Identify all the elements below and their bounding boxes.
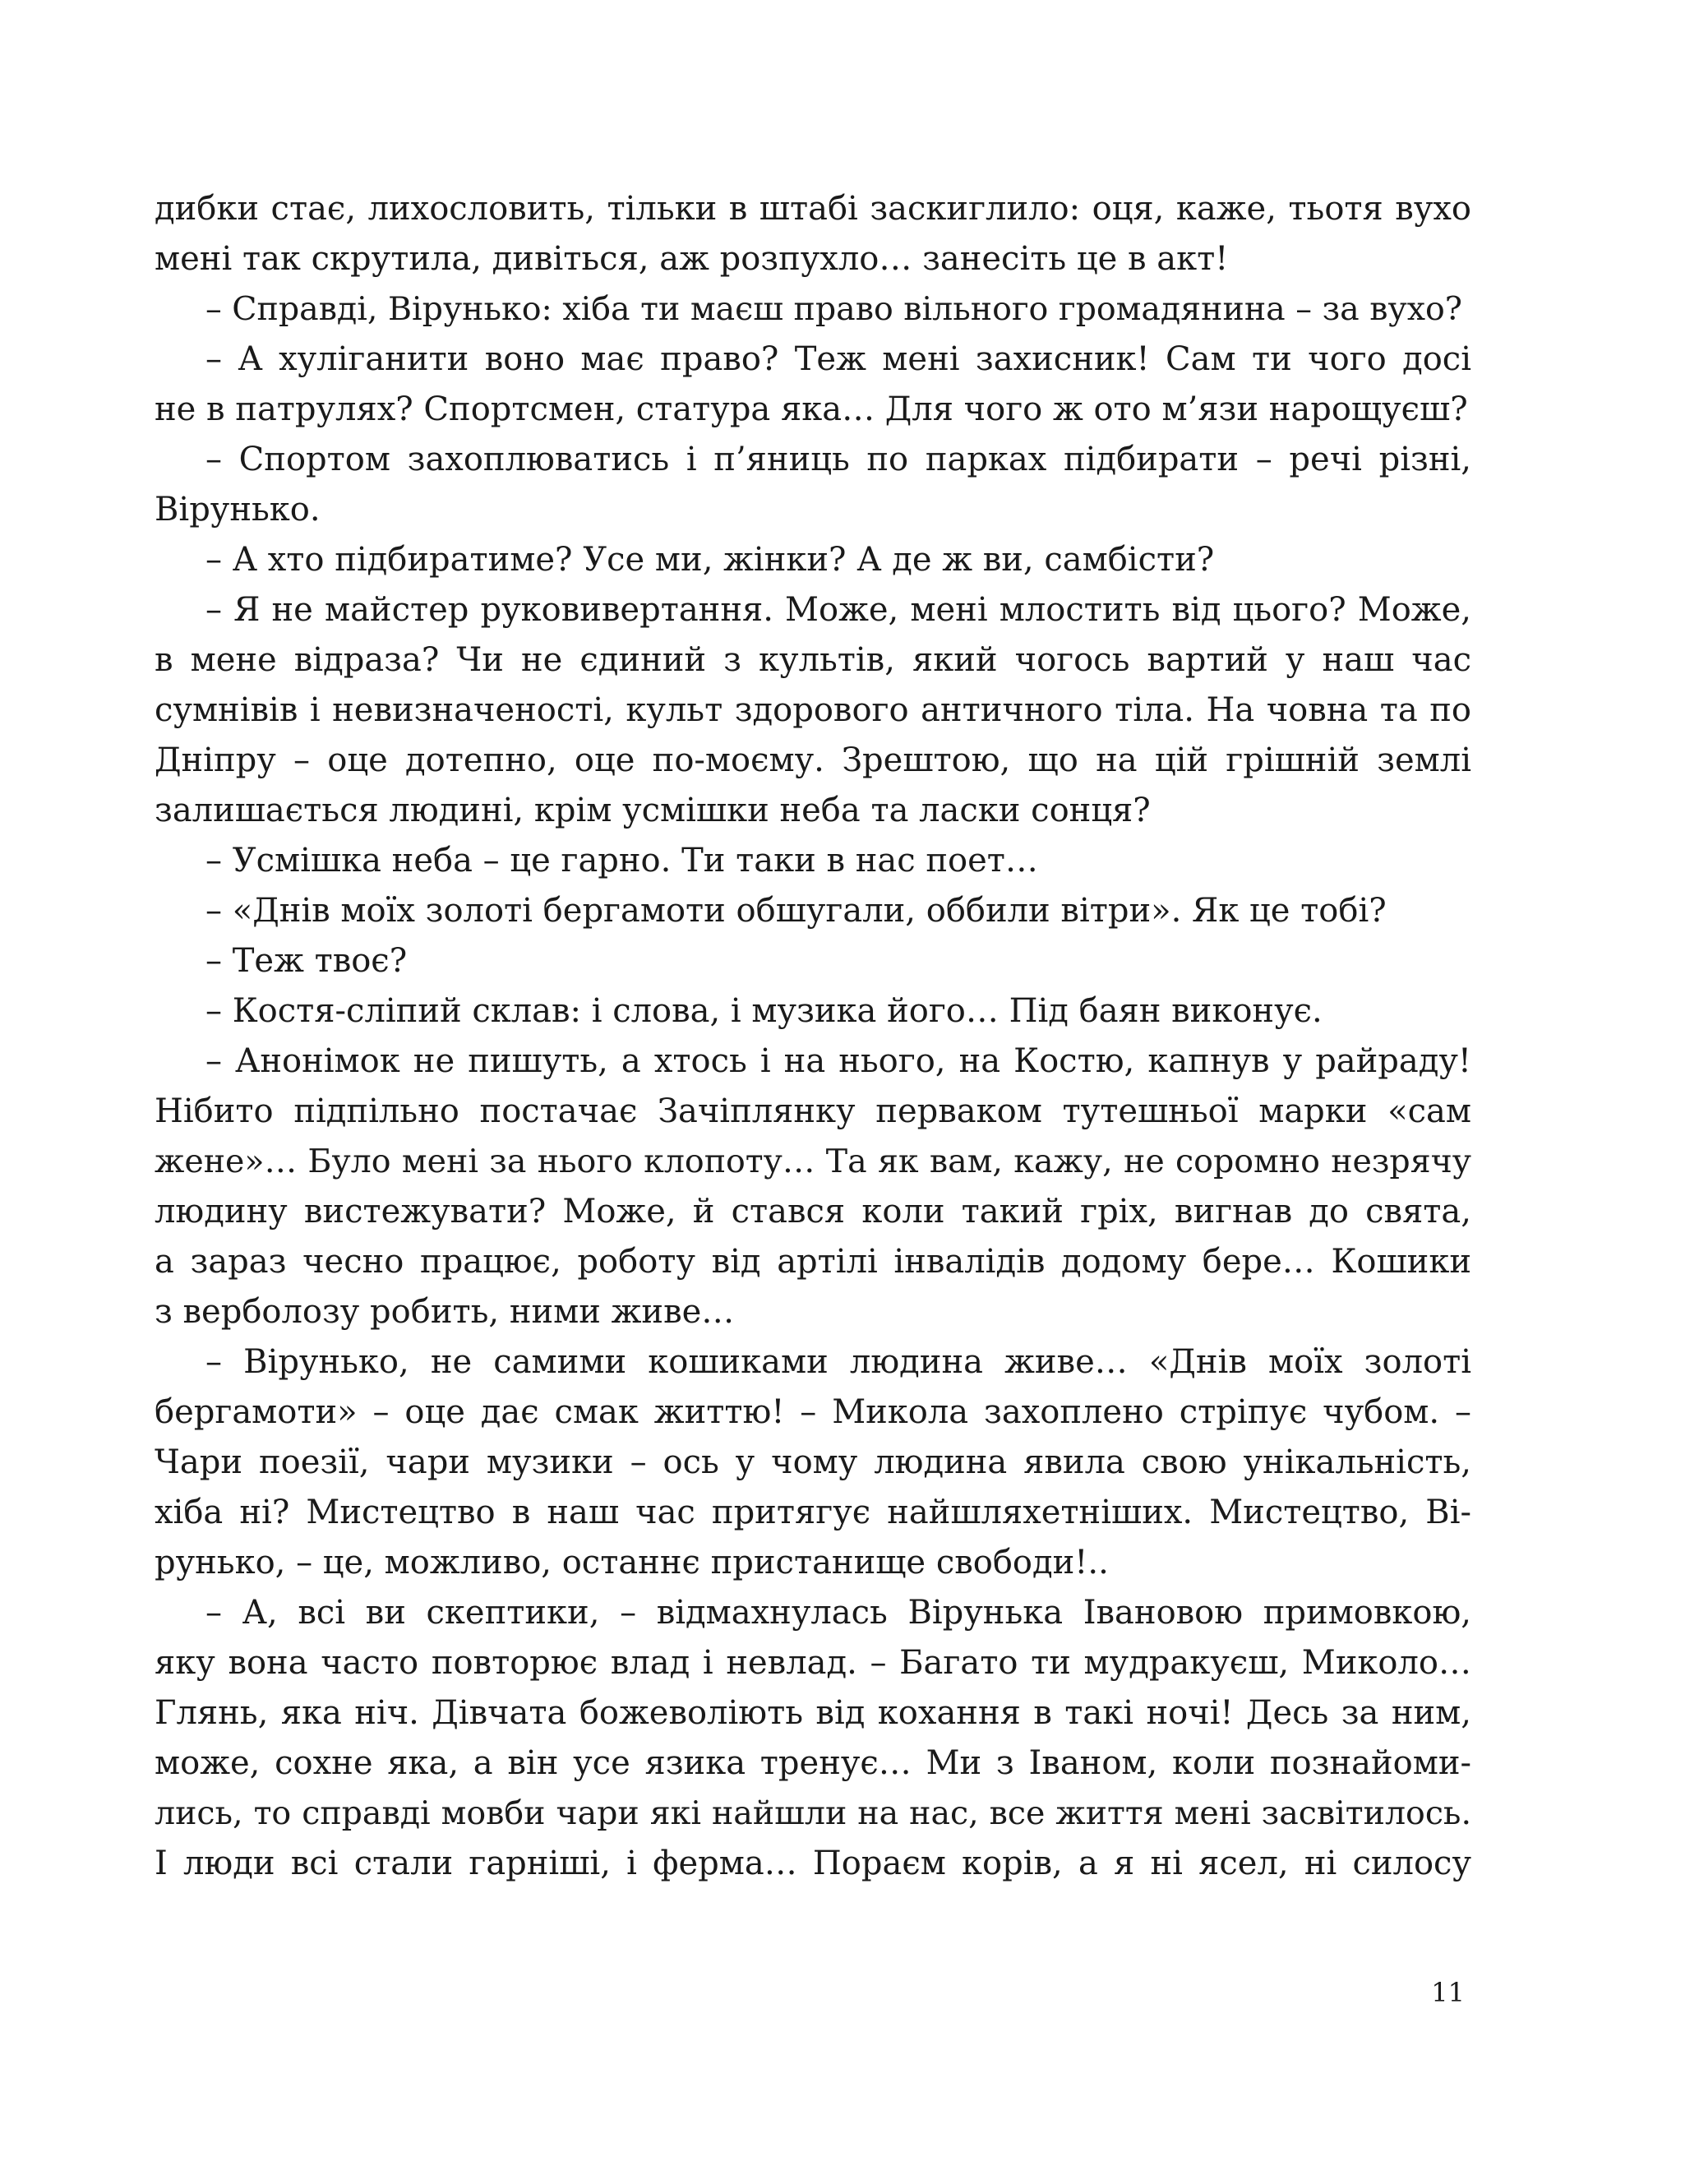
text-line: Дніпру – оце дотепно, оце по-моєму. Зрештою, що на цій грішній землі	[155, 741, 1471, 779]
text-line: Чари поезії, чари музики – ось у чому людина явила свою унікальність,	[155, 1443, 1471, 1481]
text-line: – Вірунько, не самими кошиками людина живе… «Днів моїх золоті	[205, 1343, 1471, 1381]
text-line: – А хто підбиратиме? Усе ми, жінки? А де ж ви, самбісти?	[205, 541, 1215, 579]
text-line: в мене відраза? Чи не єдиний з культів, який чогось вартий у наш час	[155, 641, 1471, 679]
text-line: бергамоти» – оце дає смак життю! – Микола захоплено стріпує чубом. –	[155, 1393, 1471, 1431]
text-line: Нібито підпільно постачає Зачіплянку перваком тутешньої марки «сам	[155, 1092, 1471, 1130]
page-number: 11	[1431, 1977, 1465, 2008]
text-line: – Теж твоє?	[205, 942, 408, 980]
text-line: хіба ні? Мистецтво в наш час притягує найшляхетніших. Мистецтво, Ві-	[155, 1494, 1471, 1531]
body-text	[155, 184, 1471, 1889]
text-line: – Анонімок не пишуть, а хтось і на нього, на Костю, капнув у райраду!	[205, 1042, 1471, 1080]
text-line: не в патрулях? Спортсмен, статура яка… Для чого ж ото м’язи нарощуєш?	[155, 390, 1468, 428]
text-line: – Костя-сліпий склав: і слова, і музика його… Під баян виконує.	[205, 992, 1323, 1030]
text-line: І люди всі стали гарніші, і ферма… Пораєм корів, а я ні ясел, ні силосу	[155, 1845, 1471, 1882]
text-line: дибки стає, лихословить, тільки в штабі заскиглило: оця, каже, тьотя вухо	[155, 190, 1471, 228]
text-line: мені так скрутила, дивіться, аж розпухло… занесіть це в акт!	[155, 240, 1229, 278]
text-line: яку вона часто повторює влад і невлад. – Багато ти мудракуєш, Миколо…	[155, 1644, 1471, 1682]
text-line: лись, то справді мовби чари які найшли на нас, все життя мені засвітилось.	[155, 1794, 1471, 1832]
text-line: – Усмішка неба – це гарно. Ти таки в нас поет…	[205, 842, 1038, 880]
text-line: рунько, – це, можливо, останнє пристанище свободи!..	[155, 1544, 1109, 1581]
text-line: сумнівів і невизначеності, культ здорового античного тіла. На човна та по	[155, 691, 1471, 729]
text-line: людину вистежувати? Може, й стався коли такий гріх, вигнав до свята,	[155, 1193, 1471, 1231]
text-line: жене»… Було мені за нього клопоту… Та як вам, кажу, не соромно незрячу	[155, 1143, 1471, 1180]
text-line: – А хуліганити воно має право? Теж мені захисник! Сам ти чого досі	[205, 340, 1471, 378]
text-line: – Спортом захоплюватись і п’яниць по парках підбирати – речі різні,	[205, 441, 1471, 478]
text-line: Глянь, яка ніч. Дівчата божеволіють від кохання в такі ночі! Десь за ним,	[155, 1694, 1471, 1732]
text-line: – «Днів моїх золоті бергамоти обшугали, оббили вітри». Як це тобі?	[205, 892, 1387, 930]
text-line: може, сохне яка, а він усе язика тренує… Ми з Іваном, коли познайоми-	[155, 1744, 1471, 1782]
text-line: Вірунько.	[155, 491, 321, 529]
text-line: – Справді, Вірунько: хіба ти маєш право вільного громадянина – за вухо?	[205, 290, 1462, 328]
text-line: – Я не майстер руковивертання. Може, мені млостить від цього? Може,	[205, 591, 1471, 629]
text-line: – А, всі ви скептики, – відмахнулась Вірунька Івановою примовкою,	[205, 1594, 1471, 1632]
text-line: з верболозу робить, ними живе…	[155, 1293, 735, 1331]
text-line: залишається людині, крім усмішки неба та ласки сонця?	[155, 792, 1151, 829]
text-line: а зараз чесно працює, роботу від артілі інвалідів додому бере… Кошики	[155, 1243, 1471, 1281]
